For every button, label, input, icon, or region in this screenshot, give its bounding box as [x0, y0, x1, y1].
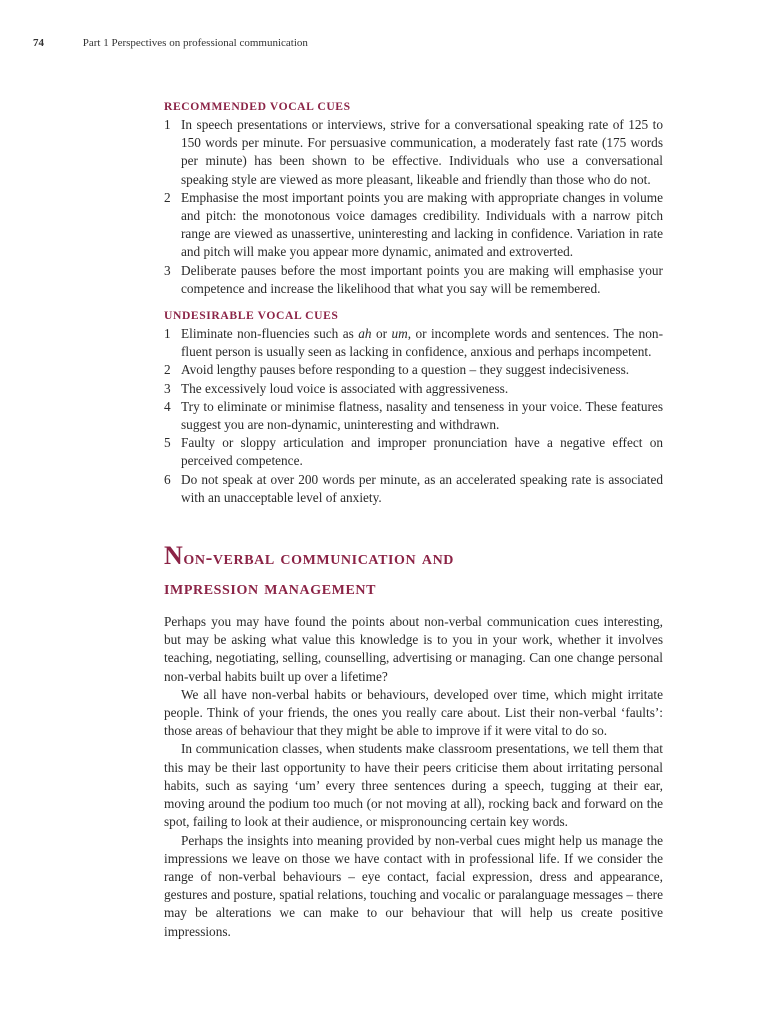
list-number: 2	[164, 189, 171, 205]
list-item	[164, 361, 663, 379]
page-number: 74	[33, 37, 44, 49]
section-title-initial: N	[164, 541, 184, 571]
undesirable-list	[164, 325, 663, 507]
section-title-line-1-rest: on-verbal communication and	[183, 547, 454, 570]
body-paragraph: Perhaps you may have found the points about non-verbal communication cues interesting, but may be asking what value this knowledge is to you in your work, whether it involves teaching, negotiating, selling, counselling, advertising or managing. Can one change personal non-verbal habits built up over a lifetime?	[164, 614, 663, 684]
list-number: 3	[164, 380, 171, 396]
recommended-list	[164, 116, 663, 298]
list-text: Avoid lengthy pauses before responding to a question – they suggest indecisiveness.	[181, 362, 630, 378]
running-head: Part 1 Perspectives on professional communication	[82, 37, 308, 49]
body-paragraph: We all have non-verbal habits or behaviours, developed over time, which might irritate people. Think of your friends, the ones you really care about. List their non-verbal ‘faults’: those areas of behaviour that they might be able to improve if it were vital to do so.	[164, 686, 663, 739]
list-text-post: , or incomplete words and sentences. The non-fluent person is usually seen as lacking in confidence, anxious and perhaps incompetent.	[181, 326, 663, 360]
section-title-line-1	[164, 541, 663, 573]
list-item	[164, 398, 663, 434]
page-header	[33, 37, 728, 49]
list-number: 4	[164, 398, 171, 414]
list-item	[164, 189, 663, 262]
list-item	[164, 434, 663, 470]
list-item	[164, 116, 663, 189]
list-text-pre: Eliminate non-fluencies such as	[181, 326, 359, 342]
list-number: 3	[164, 262, 171, 278]
list-text-emphasis: ah	[358, 326, 372, 342]
section-title-line-2: impression management	[164, 577, 377, 600]
list-number: 6	[164, 471, 171, 487]
page-content	[164, 99, 663, 941]
undesirable-heading: UNDESIRABLE VOCAL CUES	[164, 309, 339, 323]
list-item	[164, 471, 663, 507]
list-text: Do not speak at over 200 words per minute, as an accelerated speaking rate is associated with an unacceptable level of anxiety.	[181, 471, 663, 505]
body-paragraph: In communication classes, when students make classroom presentations, we tell them that this may be their last opportunity to have their peers criticise them about irritating personal habits, such as saying ‘um’ every three sentences during a speech, tugging at their ear, moving around the podium too much (or not moving at all), rocking back and forward on the spot, failing to look at their audience, or mispronouncing certain key words.	[164, 741, 663, 830]
undesirable-vocal-cues	[164, 308, 663, 507]
list-text: Try to eliminate or minimise flatness, nasality and tenseness in your voice. These features suggest you are non-dynamic, uninteresting and withdrawn.	[181, 398, 663, 433]
section-title	[164, 541, 663, 603]
list-text: In speech presentations or interviews, strive for a conversational speaking rate of 125 to 150 words per minute. For persuasive communication, a moderately fast rate (175 words per minute) has been shown to be effective. Individuals who use a conversational speaking style are viewed as more pleasant, likeable and friendly than those who do not.	[181, 117, 663, 187]
list-text: Emphasise the most important points you are making with appropriate changes in volume and pitch: the monotonous voice damages credibility. Individuals with a narrow pitch range are viewed as unassertive, uninteresting and lacking in confidence. Variation in rate and pitch will make you appear more dynamic, animated and extroverted.	[181, 189, 663, 260]
list-number: 1	[164, 326, 171, 342]
list-text-mid: or	[371, 326, 392, 342]
list-item	[164, 325, 663, 361]
list-text: Faulty or sloppy articulation and improper pronunciation have a negative effect on perceived competence.	[181, 435, 663, 469]
list-item	[164, 380, 663, 398]
body-paragraph: Perhaps the insights into meaning provided by non-verbal cues might help us manage the impressions we leave on those we have contact with in professional life. If we consider the range of non-verbal behaviours – eye contact, facial expression, dress and appearance, gestures and posture, spatial relations, touching and vocalic or paralanguage messages – there may be alterations we can make to our behaviour that will help us create positive impressions.	[164, 832, 663, 939]
recommended-vocal-cues	[164, 99, 663, 298]
list-number: 1	[164, 117, 171, 132]
list-number: 5	[164, 435, 171, 451]
list-text: The excessively loud voice is associated with aggressiveness.	[181, 380, 509, 396]
list-item	[164, 262, 663, 298]
recommended-heading: RECOMMENDED VOCAL CUES	[164, 100, 351, 113]
list-number: 2	[164, 362, 171, 378]
list-text: Deliberate pauses before the most important points you are making will emphasise your competence and increase the likelihood that what you say will be remembered.	[181, 262, 663, 296]
list-text-emphasis: um	[391, 326, 408, 342]
